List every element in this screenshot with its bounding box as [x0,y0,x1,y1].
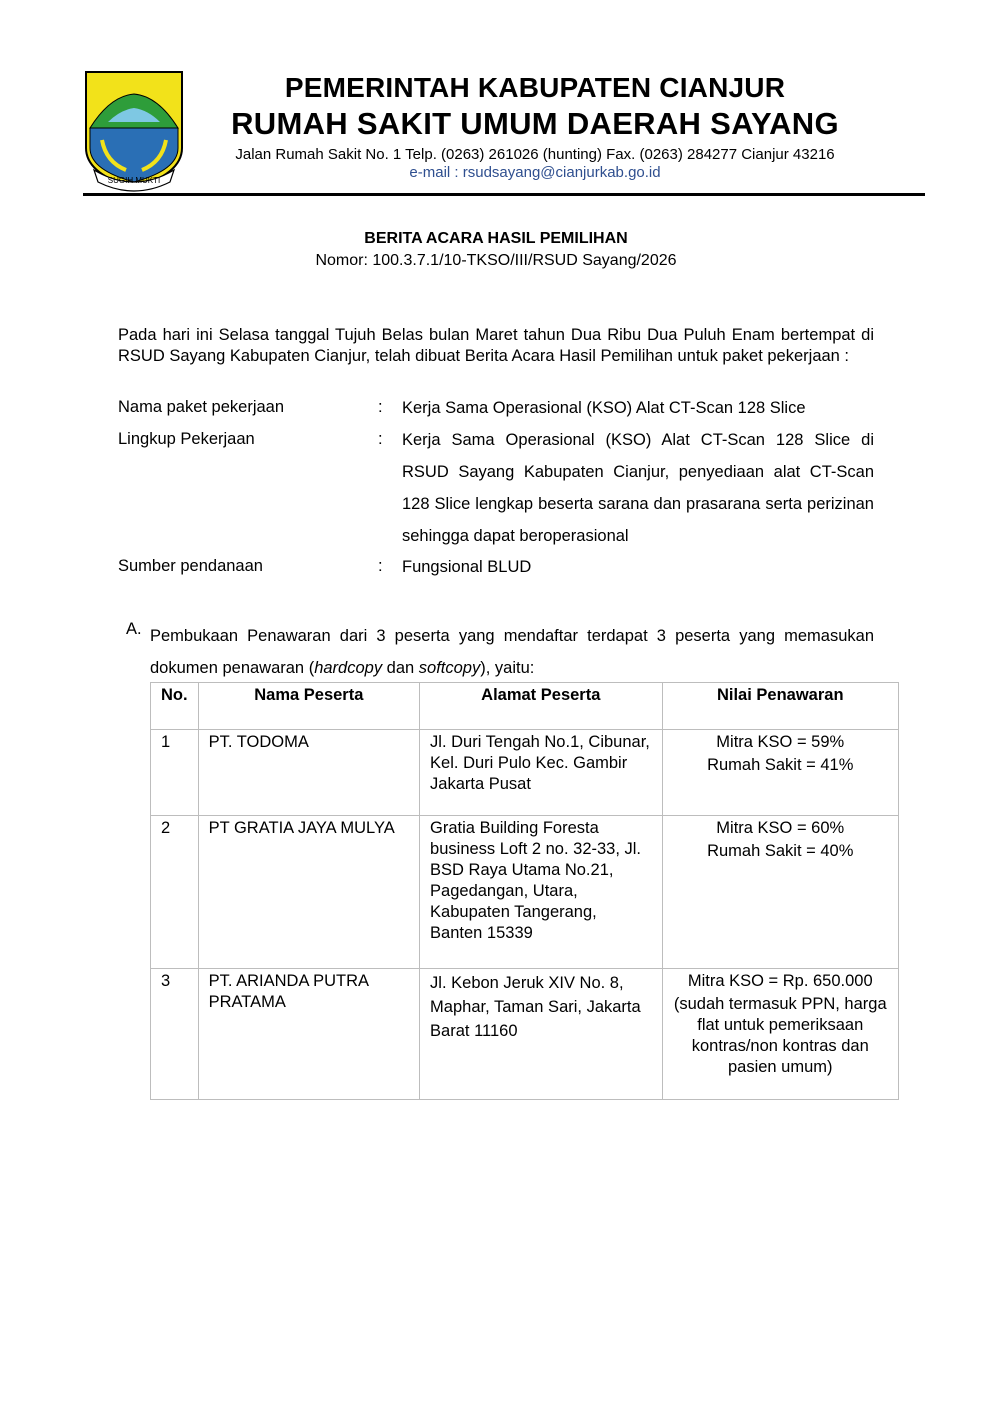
cell-alamat: Gratia Building Foresta business Loft 2 no. 32-33, Jl. BSD Raya Utama No.21, Pagedangan, Utara, Kabupaten Tangerang, Banten 15339 [420,816,662,969]
cell-nama: PT. ARIANDA PUTRA PRATAMA [198,969,419,1100]
cianjur-emblem-logo [80,70,188,192]
field-value-nama-paket: Kerja Sama Operasional (KSO) Alat CT-Scan 128 Slice [402,399,806,417]
header-divider [83,193,925,196]
table-row [151,730,899,816]
field-value-lingkup: Kerja Sama Operasional (KSO) Alat CT-Scan 128 Slice di RSUD Sayang Kabupaten Cianjur, penyediaan alat CT-Scan 128 Slice lengkap beserta sarana dan prasarana serta perizinan sehingga dapat beroperasional [402,431,874,545]
field-label-nama-paket: Nama paket pekerjaan [118,398,285,416]
cell-nilai: Mitra KSO = Rp. 650.000 (sudah termasuk PPN, harga flat untuk pemeriksaan kontras/non kontras dan pasien umum) [662,969,899,1100]
cell-nama: PT GRATIA JAYA MULYA [198,816,419,969]
document-number: Nomor: 100.3.7.1/10-TKSO/III/RSUD Sayang/2026 [315,252,677,269]
cell-nilai: Mitra KSO = 59% Rumah Sakit = 41% [662,730,899,816]
table-row [151,816,899,969]
cell-nama: PT. TODOMA [198,730,419,816]
logo-text: SUGIH MUKTI [107,176,161,185]
col-header-alamat: Alamat Peserta [420,683,662,730]
header-government: PEMERINTAH KABUPATEN CIANJUR [284,72,786,103]
cell-alamat: Jl. Kebon Jeruk XIV No. 8, Maphar, Taman Sari, Jakarta Barat 11160 [420,969,662,1100]
header-email: e-mail : rsudsayang@cianjurkab.go.id [409,164,661,181]
field-colon: : [378,398,383,416]
header-hospital-name: RUMAH SAKIT UMUM DAERAH SAYANG [231,106,839,141]
field-label-lingkup: Lingkup Pekerjaan [118,430,255,448]
field-label-sumber-dana: Sumber pendanaan [118,557,263,575]
table-header-row [151,683,899,730]
field-colon: : [378,557,383,575]
intro-paragraph: Pada hari ini Selasa tanggal Tujuh Belas bulan Maret tahun Dua Ribu Dua Puluh Enam bertempat di RSUD Sayang Kabupaten Cianjur, telah dibuat Berita Acara Hasil Pemilihan untuk paket pekerjaan : [118,326,874,365]
point-a-text: Pembukaan Penawaran dari 3 peserta yang mendaftar terdapat 3 peserta yang memasukan dokumen penawaran (hardcopy dan softcopy), yaitu: [150,627,874,677]
cell-alamat: Jl. Duri Tengah No.1, Cibunar, Kel. Duri Pulo Kec. Gambir Jakarta Pusat [420,730,662,816]
field-value-sumber-dana: Fungsional BLUD [402,558,532,576]
field-colon: : [378,430,383,448]
participants-table [150,682,899,1100]
col-header-nama: Nama Peserta [198,683,419,730]
col-header-nilai: Nilai Penawaran [662,683,899,730]
cell-no: 2 [151,816,199,969]
document-title: BERITA ACARA HASIL PEMILIHAN [364,230,628,247]
point-a-marker: A. [126,620,142,638]
cell-nilai: Mitra KSO = 60% Rumah Sakit = 40% [662,816,899,969]
cell-no: 1 [151,730,199,816]
table-row [151,969,899,1100]
col-header-no: No. [151,683,199,730]
cell-no: 3 [151,969,199,1100]
header-address: Jalan Rumah Sakit No. 1 Telp. (0263) 261026 (hunting) Fax. (0263) 284277 Cianjur 43216 [235,146,835,163]
